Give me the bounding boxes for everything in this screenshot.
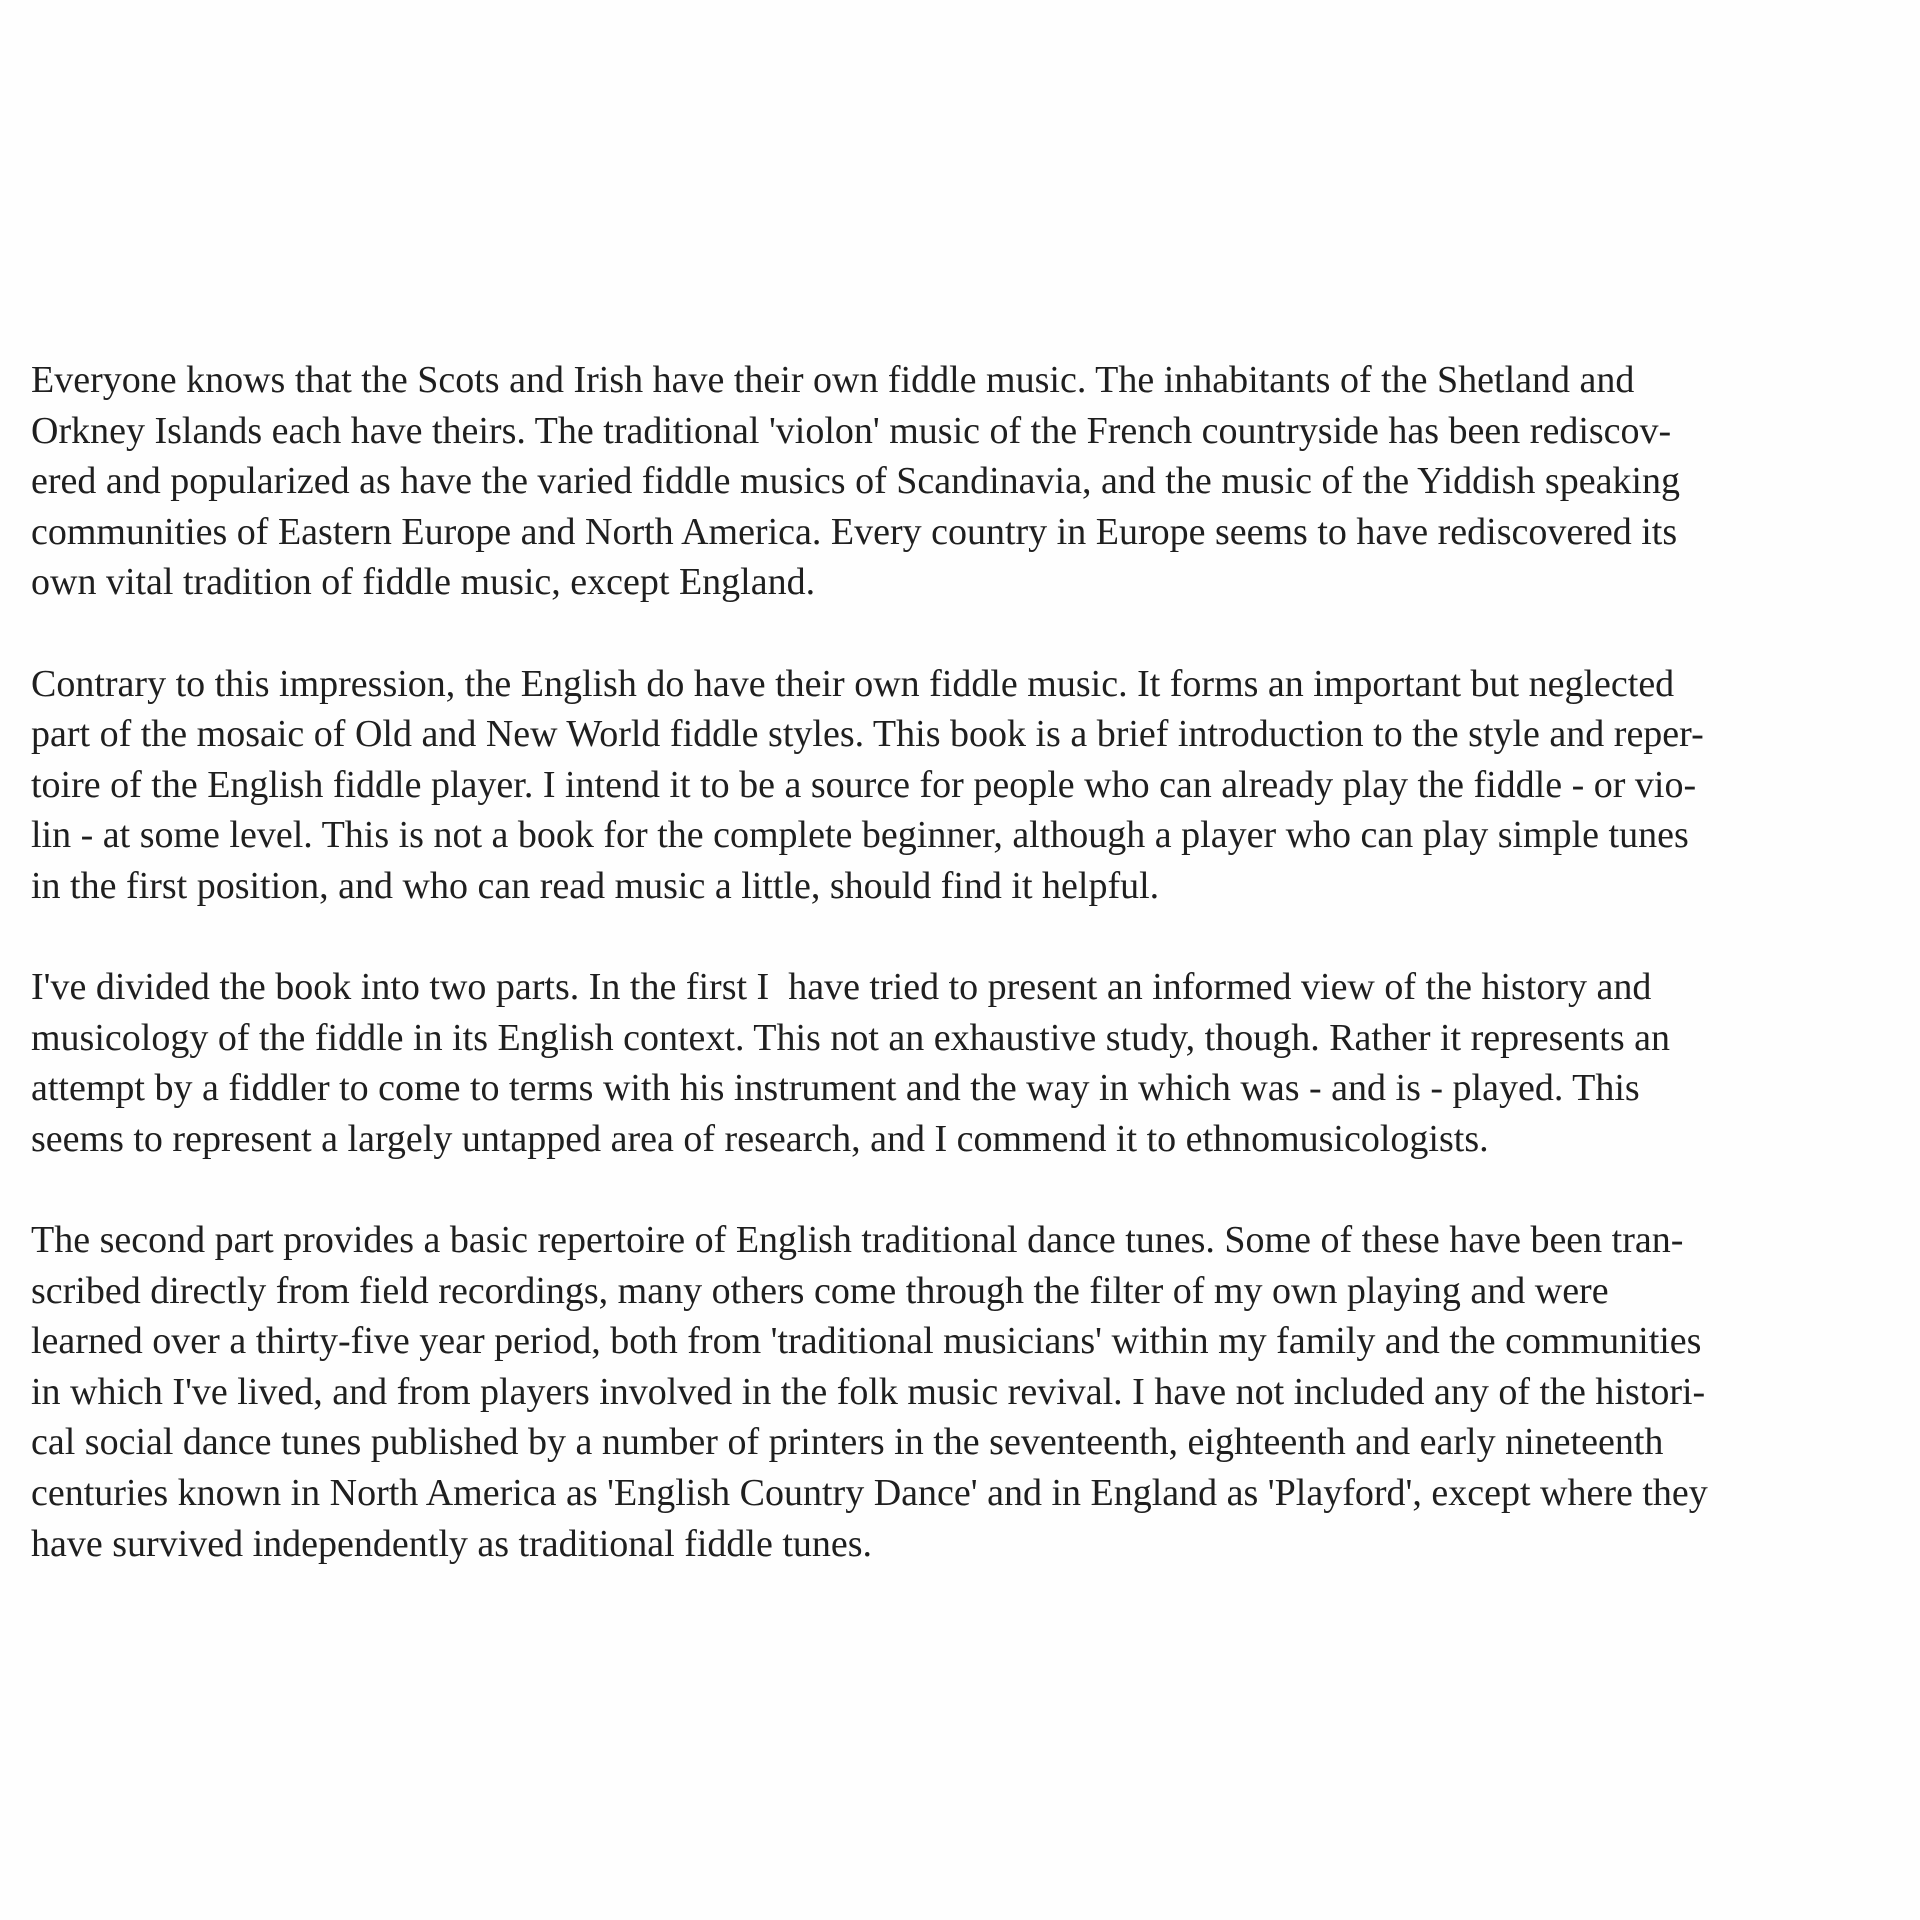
text-line: musicology of the fiddle in its English context. This not an exhaustive study, though. Rather it represents an (31, 1016, 1671, 1059)
text-line: part of the mosaic of Old and New World fiddle styles. This book is a brief introduction to the style and reper- (31, 713, 1704, 756)
text-line: Orkney Islands each have theirs. The traditional 'violon' music of the French countryside has been rediscov- (31, 409, 1672, 452)
text-line: The second part provides a basic repertoire of English traditional dance tunes. Some of these have been tran- (31, 1219, 1684, 1262)
paragraph-4 (31, 1215, 1911, 1569)
text-line: learned over a thirty-five year period, both from 'traditional musicians' within my family and the communities (31, 1320, 1702, 1363)
body-text (31, 355, 1911, 1620)
text-line: seems to represent a largely untapped area of research, and I commend it to ethnomusicologists. (31, 1117, 1489, 1160)
paragraph-1 (31, 355, 1911, 608)
text-line: in which I've lived, and from players involved in the folk music revival. I have not included any of the histori- (31, 1370, 1706, 1413)
text-line: Contrary to this impression, the English do have their own fiddle music. It forms an important but neglected (31, 662, 1675, 705)
paragraph-2 (31, 659, 1911, 912)
text-line: in the first position, and who can read music a little, should find it helpful. (31, 864, 1160, 907)
paragraph-3 (31, 962, 1911, 1164)
text-line: I've divided the book into two parts. In the first I have tried to present an informed view of the history and (31, 966, 1652, 1009)
text-line: own vital tradition of fiddle music, except England. (31, 561, 816, 604)
text-line: cal social dance tunes published by a number of printers in the seventeenth, eighteenth and early nineteenth (31, 1421, 1664, 1464)
text-line: attempt by a fiddler to come to terms with his instrument and the way in which was - and is - played. This (31, 1067, 1640, 1110)
text-line: centuries known in North America as 'English Country Dance' and in England as 'Playford', except where they (31, 1472, 1708, 1515)
text-line: Everyone knows that the Scots and Irish have their own fiddle music. The inhabitants of the Shetland and (31, 359, 1635, 401)
text-line: toire of the English fiddle player. I intend it to be a source for people who can already play the fiddle - or vio- (31, 763, 1697, 806)
text-line: scribed directly from field recordings, many others come through the filter of my own playing and were (31, 1269, 1609, 1312)
text-line: have survived independently as traditional fiddle tunes. (31, 1522, 873, 1565)
text-line: communities of Eastern Europe and North America. Every country in Europe seems to have rediscovered its (31, 510, 1678, 553)
text-line: ered and popularized as have the varied fiddle musics of Scandinavia, and the music of the Yiddish speaking (31, 460, 1680, 503)
text-line: lin - at some level. This is not a book for the complete beginner, although a player who can play simple tunes (31, 814, 1689, 857)
